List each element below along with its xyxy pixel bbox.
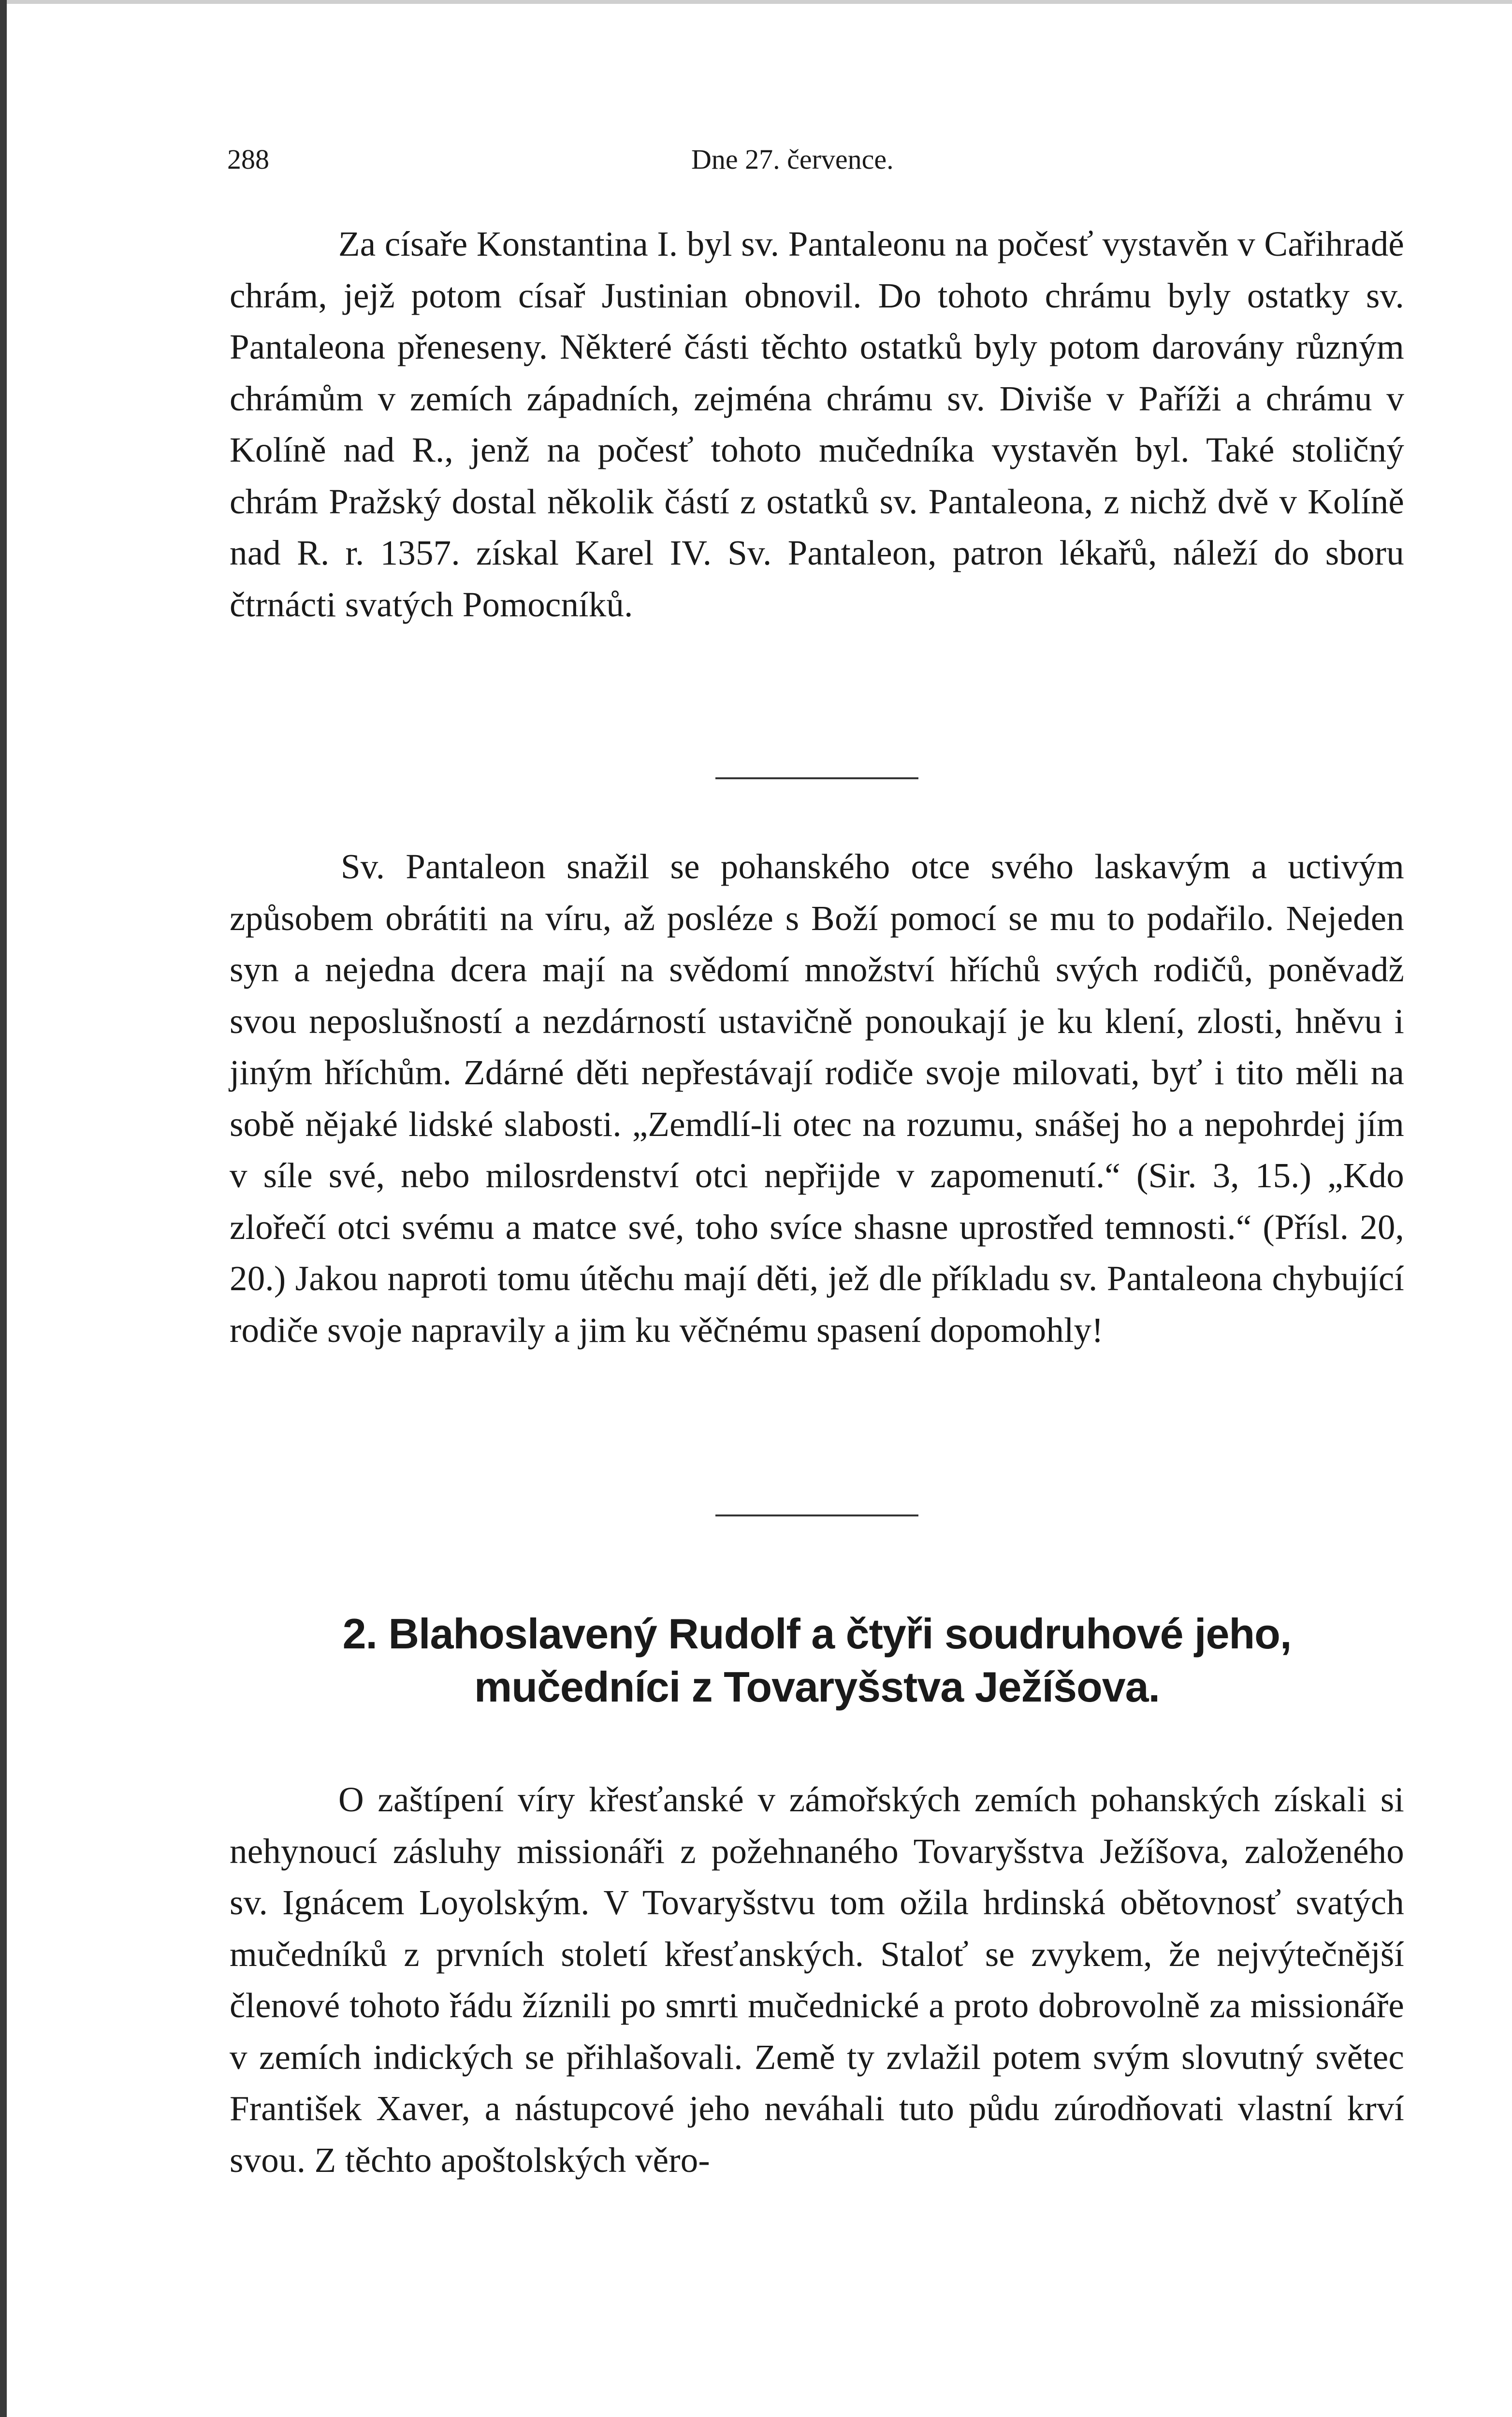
section-divider	[715, 1514, 918, 1516]
running-head: Dne 27. července.	[691, 144, 894, 175]
paragraph-pantaleon-reflection: Sv. Pantaleon snažil se pohanského otce svého laskavým a uctivým způsobem obrátiti na víru, až posléze s Boží pomocí se mu to podařilo. Nejeden syn a nejedna dcera mají na svědomí množství hříchů svých rodičů, poněvadž svou neposlušností a nezdárností ustavičně ponoukají je ku klení, zlosti, hněvu i jiným hříchům. Zdárné děti nepřestávají rodiče svoje milovati, byť i tito měli na sobě nějaké lidské slabosti. „Zemdlí-li otec na rozumu, snášej ho a nepohrdej jím v síle své, nebo milosrdenství otci nepřijde v zapomenutí.“ (Sir. 3, 15.) „Kdo zlořečí otci svému a matce své, toho svíce shasne uprostřed temnosti.“ (Přísl. 20, 20.) Jakou naproti tomu útěchu mají děti, jež dle příkladu sv. Pantaleona chybující rodiče svoje napravily a jim ku věčnému spasení dopomohly!	[230, 847, 1404, 1350]
section-divider	[715, 777, 918, 779]
chapter-heading-line-2: mučedníci z Tovaryšstva Ježíšova.	[474, 1663, 1160, 1711]
paragraph-pantaleon-relics: Za císaře Konstantina I. byl sv. Pantaleonu na počesť vystavěn v Cařihradě chrám, jejž potom císař Justinian obnovil. Do tohoto chrámu byly ostatky sv. Pantaleona přeneseny. Některé části těchto ostatků byly potom darovány různým chrámům v zemích západních, zejména chrámu sv. Diviše v Paříži a chrámu v Kolíně nad R., jenž na počesť tohoto mučedníka vystavěn byl. Také stoličný chrám Pražský dostal několik částí z ostatků sv. Pantaleona, z nichž dvě v Kolíně nad R. r. 1357. získal Karel IV. Sv. Pantaleon, patron lékařů, náleží do sboru čtrnácti svatých Pomocníků.	[230, 224, 1404, 624]
paragraph-jesuit-missions: O zaštípení víry křesťanské v zámořských zemích pohanských získali si nehynoucí zásluhy missionáři z požehnaného Tovaryšstva Ježíšova, založeného sv. Ignácem Loyolským. V Tovaryšstvu tom ožila hrdinská obětovnosť svatých mučedníků z prvních století křesťanských. Staloť se zvykem, že nejvýtečnější členové tohoto řádu žíznili po smrti mučednické a proto dobrovolně za missionáře v zemích indických se přihlašovali. Země ty zvlažil potem svým slovutný světec František Xaver, a nástupcové jeho neváhali tuto půdu zúrodňovati vlastní krví svou. Z těchto apoštolských věro-	[230, 1780, 1404, 2180]
scan-edge-top	[0, 0, 1512, 4]
chapter-heading	[230, 1607, 1404, 1714]
chapter-heading-line-1: 2. Blahoslavený Rudolf a čtyři soudruhové jeho,	[342, 1610, 1292, 1658]
scan-edge-left	[0, 0, 7, 2417]
page-number: 288	[227, 144, 269, 175]
page-header	[227, 140, 1397, 179]
